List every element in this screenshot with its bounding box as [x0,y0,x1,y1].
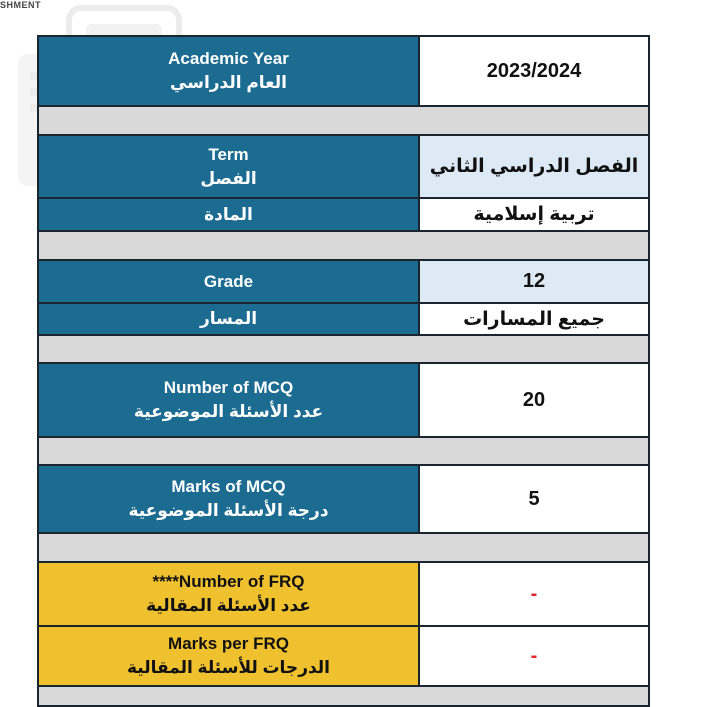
frq-marks-row [38,626,649,686]
subject-label-cell [38,198,419,231]
term-value-cell [419,135,649,198]
spacer-row [38,231,649,260]
track-label-ar: المسار [199,309,258,328]
mcq-count-label-cell [38,363,419,437]
frq-count-label-cell [38,562,419,626]
track-row [38,303,649,335]
spacer-row [38,686,649,706]
mcq-marks-label-en: Marks of MCQ [171,477,286,496]
term-label-ar: الفصل [200,168,257,188]
mcq-marks-row [38,465,649,533]
mcq-marks-value: 5 [419,465,649,533]
mcq-marks-label-cell [38,465,419,533]
mcq-count-value: 20 [419,363,649,437]
track-value-cell [419,303,649,335]
term-value: الفصل الدراسي الثاني [429,156,639,177]
spacer-row [38,106,649,135]
subject-value-cell [419,198,649,231]
spacer-row [38,533,649,562]
subject-value: تربية إسلامية [473,204,595,225]
academic-year-row [38,36,649,106]
spacer-row-cell [38,437,649,465]
frq-marks-label-cell [38,626,419,686]
frq-marks-label-ar: الدرجات للأسئلة المقالية [126,658,331,677]
frq-marks-value-cell [419,626,649,686]
frq-count-row [38,562,649,626]
academic-year-label-ar: العام الدراسي [170,73,287,92]
spacer-row-cell [38,686,649,706]
spacer-row [38,335,649,363]
track-value: جميع المسارات [463,308,605,330]
spacer-row-cell [38,231,649,260]
spacer-row-cell [38,533,649,562]
term-label-cell [38,135,419,198]
frq-count-value: - [530,582,538,605]
grade-value: 12 [419,260,649,303]
mcq-marks-label-ar: درجة الأسئلة الموضوعية [128,501,329,520]
term-label-en: Term [208,144,249,164]
header-text-fragment: SHMENT [0,0,41,10]
grade-label-cell [38,260,419,303]
exam-spec-table [37,35,650,707]
spacer-row-cell [38,335,649,363]
mcq-count-row [38,363,649,437]
term-row [38,135,649,198]
academic-year-value: 2023/2024 [419,36,649,106]
spacer-row [38,437,649,465]
track-label-cell [38,303,419,335]
academic-year-label-en: Academic Year [168,49,289,68]
frq-marks-value: - [530,644,538,667]
subject-row [38,198,649,231]
subject-label-ar: المادة [204,204,253,224]
spacer-row-cell [38,106,649,135]
frq-count-label-en: ****Number of FRQ [152,572,305,591]
grade-label-en: Grade [203,271,254,291]
academic-year-label-cell [38,36,419,106]
mcq-count-label-ar: عدد الأسئلة الموضوعية [133,402,324,421]
grade-row [38,260,649,303]
frq-count-label-ar: عدد الأسئلة المقالية [146,596,311,615]
mcq-count-label-en: Number of MCQ [163,378,294,397]
frq-count-value-cell [419,562,649,626]
frq-marks-label-en: Marks per FRQ [168,634,289,653]
